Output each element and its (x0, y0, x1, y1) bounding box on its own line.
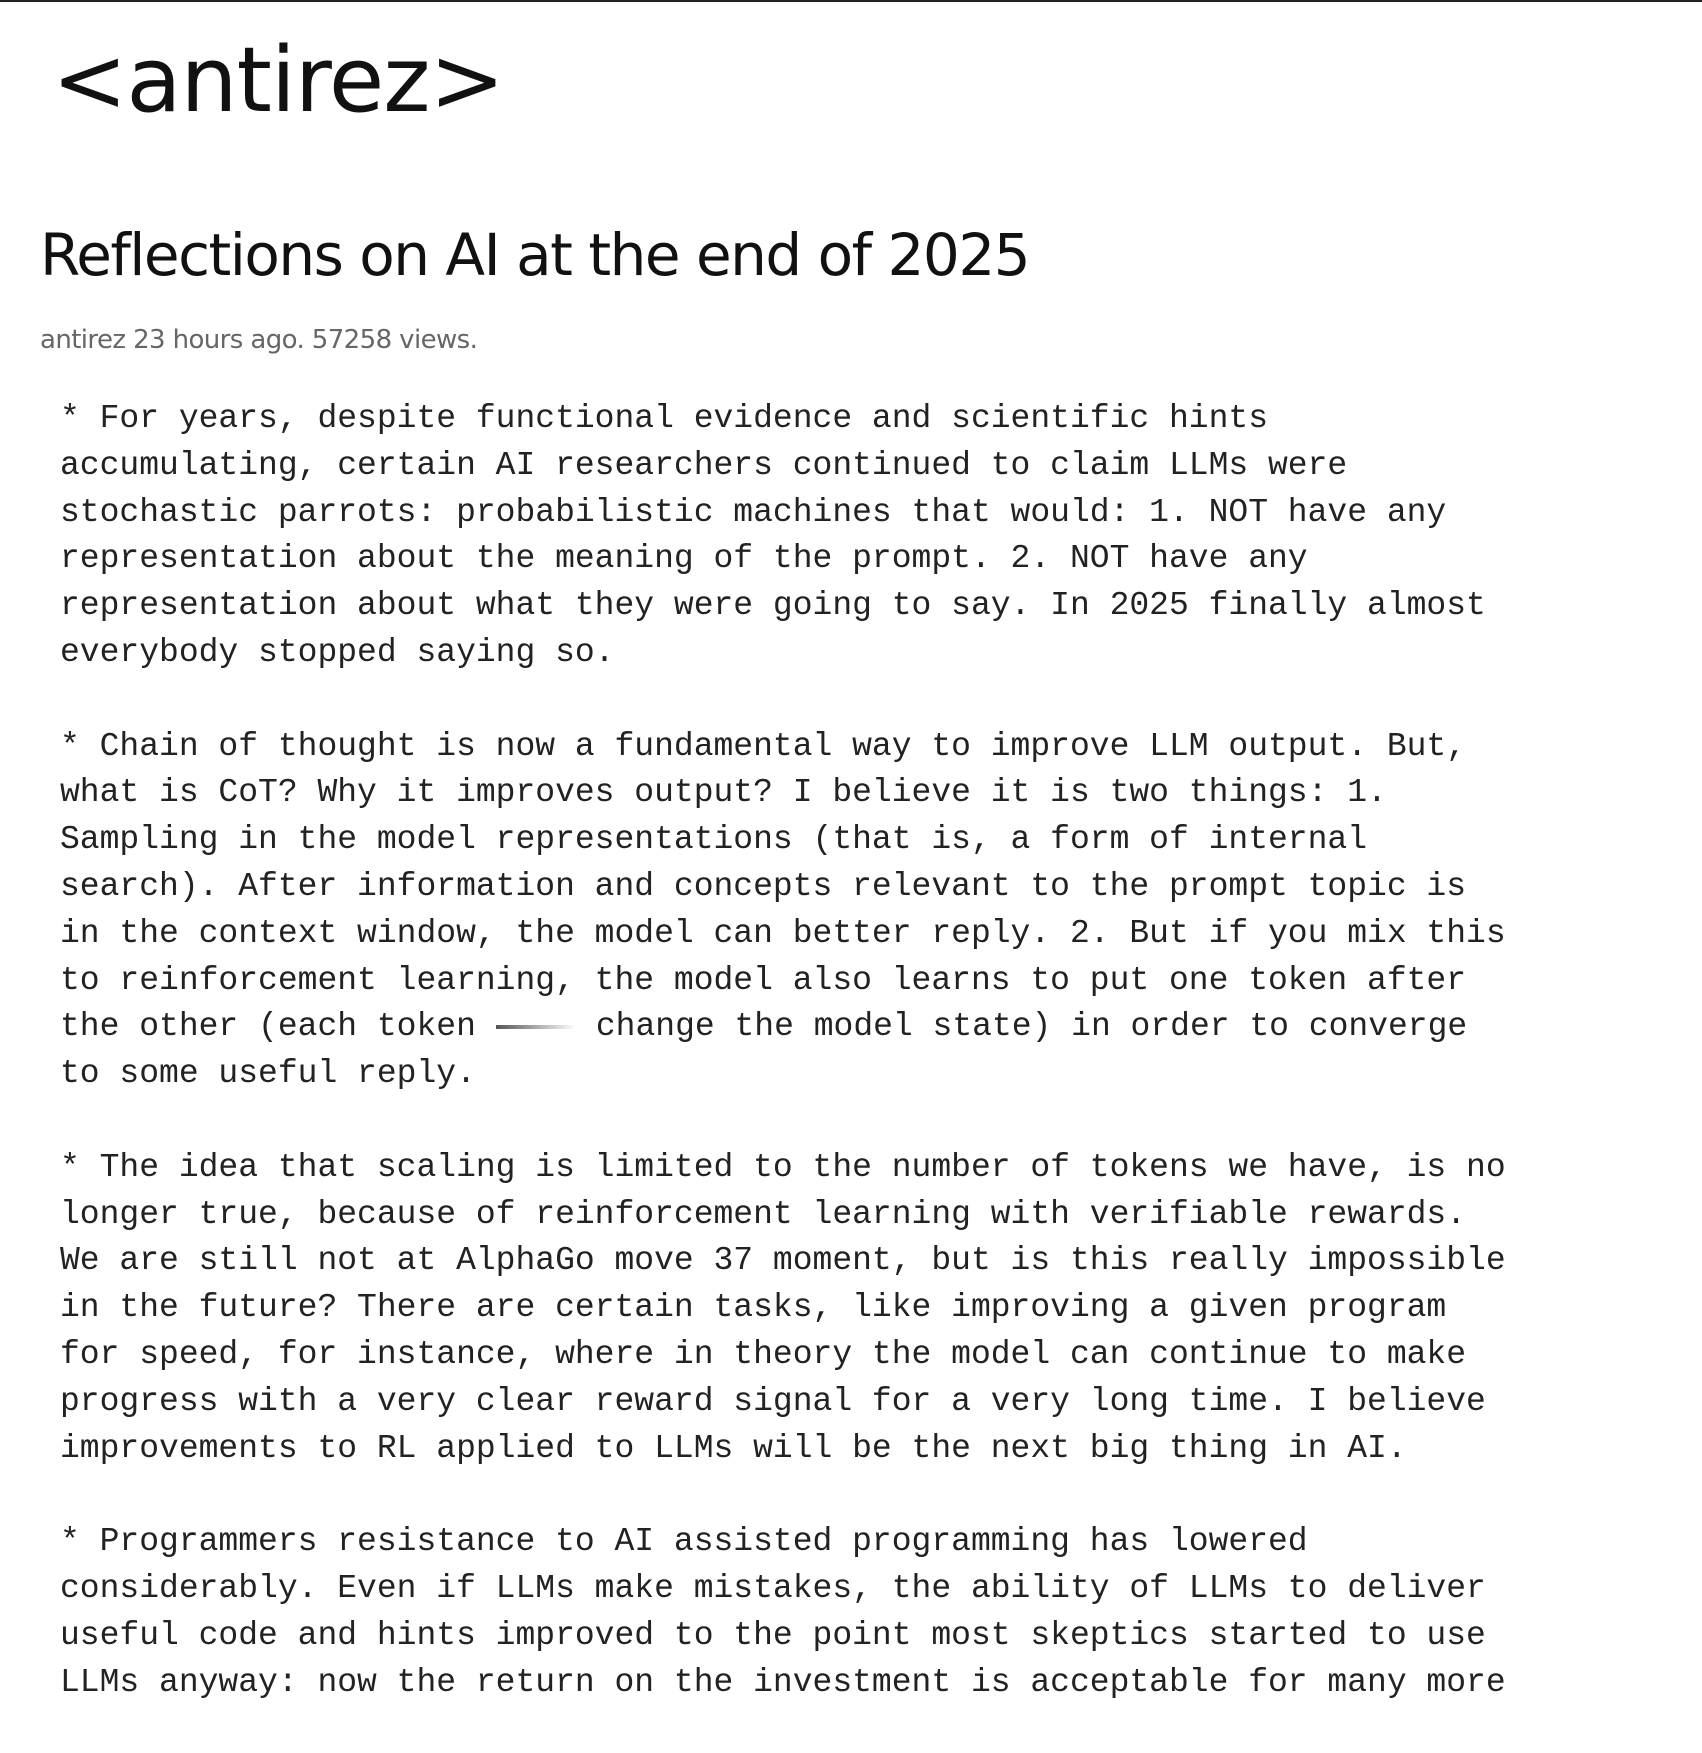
text-line: for speed, for instance, where in theory the model can continue to make (60, 1335, 1467, 1373)
post-title: Reflections on AI at the end of 2025 (40, 221, 1030, 289)
paragraph-1 (60, 396, 1660, 677)
text-line: * For years, despite functional evidence and scientific hints (60, 400, 1268, 437)
text-line: longer true, because of reinforcement learning with verifiable rewards. (60, 1195, 1467, 1233)
text-line: useful code and hints improved to the point most skeptics started to use (60, 1616, 1486, 1654)
post-body (60, 396, 1660, 1753)
text-line: to reinforcement learning, the model also learns to put one token after (60, 961, 1467, 999)
text-line: We are still not at AlphaGo move 37 moment, but is this really impossible (60, 1242, 1506, 1280)
text-line: accumulating, certain AI researchers continued to claim LLMs were (60, 446, 1348, 484)
text-line: search). After information and concepts relevant to the prompt topic is (60, 867, 1467, 905)
text-line: LLMs anyway: now the return on the investment is acceptable for many more (60, 1663, 1506, 1701)
text-line: in the future? There are certain tasks, like improving a given program (60, 1289, 1447, 1327)
text-line: * Chain of thought is now a fundamental way to improve LLM output. But, (60, 727, 1467, 765)
text-line: representation about what they were going to say. In 2025 finally almost (60, 587, 1486, 625)
paragraph-3 (60, 1145, 1660, 1473)
text-line: the other (each token (60, 1008, 476, 1046)
cursor-smudge (496, 1025, 576, 1029)
site-logo-link[interactable]: <antirez> (52, 28, 504, 133)
text-line: * Programmers resistance to AI assisted programming has lowered (60, 1523, 1308, 1561)
text-line: improvements to RL applied to LLMs will be the next big thing in AI. (60, 1429, 1407, 1467)
site-header (52, 26, 504, 136)
text-line: to some useful reply. (60, 1055, 476, 1093)
text-line: in the context window, the model can better reply. 2. But if you mix this (60, 914, 1506, 952)
text-line: representation about the meaning of the prompt. 2. NOT have any (60, 540, 1308, 578)
paragraph-4 (60, 1519, 1660, 1706)
post-date-views: 23 hours ago. 57258 views. (125, 325, 478, 355)
text-line: * The idea that scaling is limited to the number of tokens we have, is no (60, 1148, 1506, 1186)
text-line: everybody stopped saying so. (60, 633, 615, 671)
article-header (40, 212, 1660, 360)
text-line: change the model state) in order to converge (595, 1008, 1468, 1046)
text-line: considerably. Even if LLMs make mistakes, the ability of LLMs to deliver (60, 1569, 1486, 1607)
text-line: progress with a very clear reward signal for a very long time. I believe (60, 1382, 1486, 1420)
paragraph-2 (60, 724, 1660, 1098)
post-meta (40, 320, 1660, 360)
text-line: Sampling in the model representations (that is, a form of internal (60, 821, 1368, 859)
text-line: what is CoT? Why it improves output? I believe it is two things: 1. (60, 774, 1387, 812)
post-author-link[interactable]: antirez (40, 325, 126, 355)
text-line: stochastic parrots: probabilistic machines that would: 1. NOT have any (60, 493, 1447, 531)
